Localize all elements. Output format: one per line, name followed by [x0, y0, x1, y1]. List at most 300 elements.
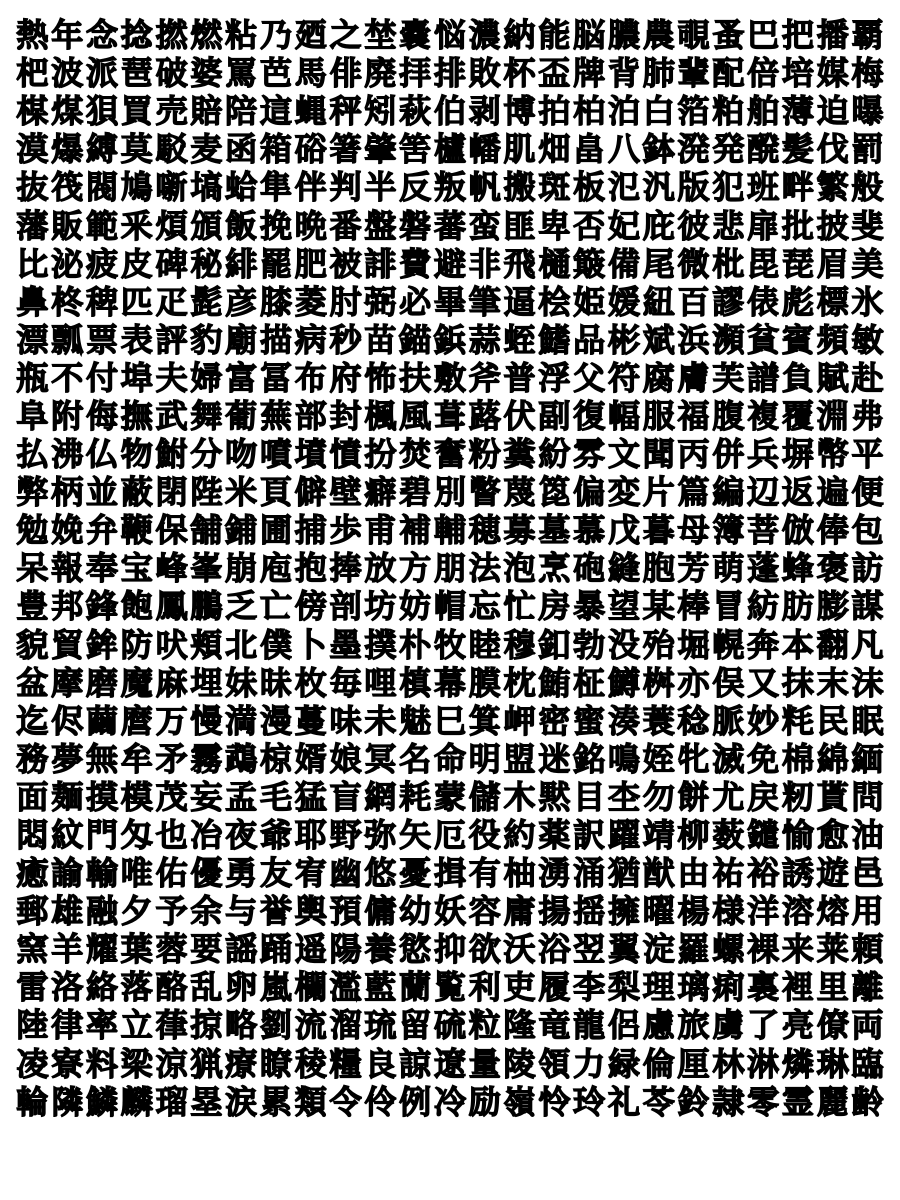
kanji-character: 俣	[712, 663, 745, 702]
kanji-character: 役	[468, 816, 501, 855]
kanji-character: 遍	[816, 473, 849, 512]
kanji-character: 輸	[85, 854, 118, 893]
kanji-character: 籾	[781, 777, 814, 816]
kanji-character: 播	[816, 16, 849, 55]
kanji-character: 綿	[816, 739, 849, 778]
kanji-row	[15, 892, 885, 930]
kanji-character: 模	[120, 777, 153, 816]
kanji-character: 麻	[155, 663, 188, 702]
kanji-character: 撲	[364, 625, 397, 664]
kanji-character: 洛	[51, 968, 84, 1007]
kanji-character: 穆	[503, 625, 536, 664]
kanji-row	[15, 740, 885, 778]
kanji-row	[15, 1045, 885, 1083]
kanji-character: 払	[16, 435, 49, 474]
kanji-character: 蔽	[120, 473, 153, 512]
kanji-character: 冷	[433, 1082, 466, 1121]
kanji-character: 埋	[190, 663, 223, 702]
kanji-character: 夫	[155, 358, 188, 397]
kanji-character: 秘	[190, 244, 223, 283]
kanji-character: 筆	[468, 282, 501, 321]
kanji-character: 脳	[573, 16, 606, 55]
kanji-character: 醗	[747, 130, 780, 169]
kanji-character: 腹	[712, 396, 745, 435]
kanji-character: 弁	[85, 511, 118, 550]
kanji-character: 臨	[851, 1044, 884, 1083]
kanji-character: 蔓	[294, 701, 327, 740]
kanji-character: 楊	[677, 892, 710, 931]
kanji-row	[15, 930, 885, 968]
kanji-character: 疋	[155, 282, 188, 321]
kanji-character: 憂	[399, 854, 432, 893]
kanji-character: 範	[85, 206, 118, 245]
kanji-character: 必	[399, 282, 432, 321]
kanji-character: 命	[433, 739, 466, 778]
kanji-character: 領	[538, 1044, 571, 1083]
kanji-character: 沫	[851, 663, 884, 702]
kanji-character: 兵	[747, 435, 780, 474]
kanji-character: 梅	[851, 54, 884, 93]
kanji-character: 般	[851, 168, 884, 207]
kanji-character: 祐	[712, 854, 745, 893]
kanji-character: 湊	[607, 701, 640, 740]
kanji-character: 悶	[16, 816, 49, 855]
kanji-character: 躍	[607, 816, 640, 855]
kanji-character: 力	[573, 1044, 606, 1083]
kanji-character: 鈴	[677, 1082, 710, 1121]
kanji-character: 悠	[364, 854, 397, 893]
kanji-character: 妄	[190, 777, 223, 816]
kanji-character: 勿	[642, 777, 675, 816]
kanji-character: 某	[642, 587, 675, 626]
kanji-character: 碧	[399, 473, 432, 512]
kanji-character: 鋲	[433, 320, 466, 359]
kanji-character: 帆	[468, 168, 501, 207]
kanji-character: 貌	[16, 625, 49, 664]
kanji-character: 配	[712, 54, 745, 93]
kanji-character: 付	[85, 358, 118, 397]
kanji-character: 隷	[712, 1082, 745, 1121]
kanji-character: 煤	[51, 92, 84, 131]
kanji-character: 憤	[329, 435, 362, 474]
kanji-character: 離	[851, 968, 884, 1007]
kanji-character: 輪	[16, 1082, 49, 1121]
kanji-character: 鵬	[190, 587, 223, 626]
kanji-character: 雄	[51, 892, 84, 931]
kanji-row	[15, 397, 885, 435]
kanji-character: 反	[399, 168, 432, 207]
kanji-character: 培	[781, 54, 814, 93]
kanji-character: 派	[85, 54, 118, 93]
kanji-character: 剖	[329, 587, 362, 626]
kanji-character: 漂	[16, 320, 49, 359]
kanji-character: 卜	[294, 625, 327, 664]
kanji-character: 瀕	[712, 320, 745, 359]
kanji-character: 肪	[781, 587, 814, 626]
kanji-character: 療	[225, 1044, 258, 1083]
kanji-character: 訳	[573, 816, 606, 855]
kanji-character: 豹	[190, 320, 223, 359]
kanji-row	[15, 854, 885, 892]
kanji-character: 奉	[85, 549, 118, 588]
kanji-character: 枚	[294, 663, 327, 702]
kanji-character: 雷	[16, 968, 49, 1007]
kanji-row	[15, 664, 885, 702]
kanji-character: 良	[364, 1044, 397, 1083]
kanji-character: 立	[120, 1006, 153, 1045]
kanji-character: 帽	[433, 587, 466, 626]
kanji-character: 幌	[712, 625, 745, 664]
kanji-character: 萩	[399, 92, 432, 131]
kanji-character: 璃	[677, 968, 710, 1007]
kanji-character: 蛤	[225, 168, 258, 207]
kanji-character: 房	[538, 587, 571, 626]
kanji-character: 茂	[155, 777, 188, 816]
kanji-character: 謬	[712, 282, 745, 321]
kanji-character: 肘	[329, 282, 362, 321]
kanji-character: 被	[329, 244, 362, 283]
kanji-character: 有	[468, 854, 501, 893]
kanji-character: 磐	[399, 206, 432, 245]
kanji-character: 率	[85, 1006, 118, 1045]
kanji-character: 坊	[364, 587, 397, 626]
kanji-character: 版	[677, 168, 710, 207]
kanji-character: 盃	[538, 54, 571, 93]
kanji-character: 納	[503, 16, 536, 55]
kanji-character: 補	[399, 511, 432, 550]
kanji-character: 墳	[294, 435, 327, 474]
kanji-character: 備	[607, 244, 640, 283]
kanji-character: 柳	[677, 816, 710, 855]
kanji-character: 没	[607, 625, 640, 664]
kanji-character: 悲	[712, 206, 745, 245]
kanji-character: 幣	[816, 435, 849, 474]
kanji-character: 妹	[225, 663, 258, 702]
kanji-character: 犯	[712, 168, 745, 207]
kanji-character: 裡	[781, 968, 814, 1007]
kanji-character: 並	[85, 473, 118, 512]
kanji-character: 這	[259, 92, 292, 131]
kanji-character: 庇	[642, 206, 675, 245]
kanji-character: 毘	[747, 244, 780, 283]
kanji-character: 冒	[712, 587, 745, 626]
kanji-character: 曜	[642, 892, 675, 931]
kanji-character: 李	[573, 968, 606, 1007]
kanji-character: 噺	[155, 168, 188, 207]
kanji-character: 牧	[433, 625, 466, 664]
kanji-character: 稔	[677, 701, 710, 740]
kanji-character: 末	[816, 663, 849, 702]
kanji-sheet	[15, 16, 885, 1121]
kanji-character: 半	[364, 168, 397, 207]
kanji-character: 友	[259, 854, 292, 893]
kanji-character: 姪	[642, 739, 675, 778]
kanji-character: 鉢	[642, 130, 675, 169]
kanji-character: 博	[503, 92, 536, 131]
kanji-character: 併	[712, 435, 745, 474]
kanji-character: 盟	[503, 739, 536, 778]
kanji-character: 蓉	[155, 930, 188, 969]
kanji-character: 遥	[294, 930, 327, 969]
kanji-character: 繁	[816, 168, 849, 207]
kanji-character: 氷	[851, 282, 884, 321]
kanji-character: 胞	[642, 549, 675, 588]
kanji-character: 芳	[677, 549, 710, 588]
kanji-character: 陪	[225, 92, 258, 131]
kanji-character: 由	[677, 854, 710, 893]
kanji-character: 蕃	[433, 206, 466, 245]
kanji-character: 涙	[225, 1082, 258, 1121]
kanji-character: 歩	[329, 511, 362, 550]
kanji-character: 翌	[573, 930, 606, 969]
kanji-character: 披	[816, 206, 849, 245]
kanji-character: 白	[642, 92, 675, 131]
kanji-character: 膜	[468, 663, 501, 702]
kanji-character: 噴	[259, 435, 292, 474]
kanji-character: 撫	[120, 396, 153, 435]
kanji-character: 累	[259, 1082, 292, 1121]
kanji-character: 絡	[85, 968, 118, 1007]
kanji-character: 里	[816, 968, 849, 1007]
kanji-character: 密	[538, 701, 571, 740]
kanji-character: 風	[399, 396, 432, 435]
kanji-character: 虜	[712, 1006, 745, 1045]
kanji-character: 庸	[503, 892, 536, 931]
kanji-character: 棒	[677, 587, 710, 626]
kanji-character: 裏	[747, 968, 780, 1007]
kanji-character: 泡	[503, 549, 536, 588]
kanji-character: 銘	[573, 739, 606, 778]
kanji-character: 麟	[120, 1082, 153, 1121]
kanji-character: 牟	[120, 739, 153, 778]
kanji-character: 駁	[155, 130, 188, 169]
kanji-character: 奮	[433, 435, 466, 474]
kanji-character: 野	[329, 816, 362, 855]
kanji-character: 逼	[503, 282, 536, 321]
kanji-character: 霧	[190, 739, 223, 778]
kanji-row	[15, 587, 885, 625]
kanji-character: 譜	[747, 358, 780, 397]
kanji-character: 螺	[712, 930, 745, 969]
kanji-character: 比	[16, 244, 49, 283]
kanji-character: 哩	[364, 663, 397, 702]
kanji-character: 婦	[190, 358, 223, 397]
kanji-character: 班	[747, 168, 780, 207]
kanji-character: 菩	[747, 511, 780, 550]
kanji-character: 夢	[51, 739, 84, 778]
kanji-character: 酪	[155, 968, 188, 1007]
kanji-character: 来	[781, 930, 814, 969]
kanji-row	[15, 778, 885, 816]
kanji-character: 僻	[294, 473, 327, 512]
kanji-character: 卑	[538, 206, 571, 245]
kanji-character: 波	[51, 54, 84, 93]
kanji-character: 薬	[538, 816, 571, 855]
kanji-character: 瑠	[155, 1082, 188, 1121]
kanji-row	[15, 92, 885, 130]
kanji-row	[15, 473, 885, 511]
kanji-character: 捻	[120, 16, 153, 55]
kanji-character: 侭	[51, 701, 84, 740]
kanji-character: 文	[607, 435, 640, 474]
kanji-character: 彼	[677, 206, 710, 245]
kanji-character: 唯	[120, 854, 153, 893]
kanji-character: 賠	[190, 92, 223, 131]
kanji-character: 覆	[781, 396, 814, 435]
kanji-character: 扉	[747, 206, 780, 245]
kanji-character: 冥	[364, 739, 397, 778]
kanji-character: 伶	[364, 1082, 397, 1121]
kanji-character: 塙	[190, 168, 223, 207]
kanji-character: 僚	[816, 1006, 849, 1045]
kanji-character: 俳	[329, 54, 362, 93]
kanji-character: 苓	[642, 1082, 675, 1121]
kanji-character: 略	[225, 1006, 258, 1045]
kanji-character: 燃	[190, 16, 223, 55]
kanji-character: 肥	[294, 244, 327, 283]
kanji-character: 曝	[851, 92, 884, 131]
kanji-character: 雰	[573, 435, 606, 474]
kanji-character: 墓	[538, 511, 571, 550]
kanji-character: 部	[294, 396, 327, 435]
kanji-character: 肇	[364, 130, 397, 169]
kanji-character: 葎	[155, 1006, 188, 1045]
kanji-character: 蓑	[642, 701, 675, 740]
kanji-character: 隼	[259, 168, 292, 207]
kanji-character: 緑	[607, 1044, 640, 1083]
kanji-character: 罰	[851, 130, 884, 169]
kanji-character: 武	[155, 396, 188, 435]
kanji-character: 燐	[781, 1044, 814, 1083]
kanji-character: 葺	[433, 396, 466, 435]
kanji-character: 埠	[120, 358, 153, 397]
kanji-character: 杢	[607, 777, 640, 816]
kanji-character: 剥	[468, 92, 501, 131]
kanji-character: 吏	[503, 968, 536, 1007]
kanji-character: 慕	[573, 511, 606, 550]
kanji-character: 擁	[607, 892, 640, 931]
kanji-character: 熱	[16, 16, 49, 55]
kanji-character: 万	[155, 701, 188, 740]
kanji-character: 函	[225, 130, 258, 169]
kanji-character: 鱗	[85, 1082, 118, 1121]
kanji-character: 忙	[503, 587, 536, 626]
kanji-character: 標	[816, 282, 849, 321]
kanji-character: 眠	[851, 701, 884, 740]
kanji-character: 厘	[677, 1044, 710, 1083]
kanji-character: 破	[155, 54, 188, 93]
kanji-character: 彦	[225, 282, 258, 321]
kanji-character: 瞭	[259, 1044, 292, 1083]
kanji-character: 負	[781, 358, 814, 397]
kanji-character: 令	[329, 1082, 362, 1121]
kanji-character: 乏	[225, 587, 258, 626]
kanji-character: 欄	[294, 968, 327, 1007]
kanji-character: 料	[85, 1044, 118, 1083]
kanji-character: 亡	[259, 587, 292, 626]
kanji-character: 柊	[51, 282, 84, 321]
kanji-character: 舶	[747, 92, 780, 131]
kanji-character: 病	[294, 320, 327, 359]
kanji-character: 蒙	[433, 777, 466, 816]
kanji-character: 諭	[51, 854, 84, 893]
kanji-character: 姫	[573, 282, 606, 321]
kanji-character: 類	[294, 1082, 327, 1121]
kanji-character: 伐	[816, 130, 849, 169]
kanji-character: 変	[607, 473, 640, 512]
kanji-character: 肺	[642, 54, 675, 93]
kanji-character: 不	[51, 358, 84, 397]
kanji-character: 淋	[747, 1044, 780, 1083]
kanji-character: 葉	[120, 930, 153, 969]
kanji-character: 膝	[259, 282, 292, 321]
kanji-character: 預	[329, 892, 362, 931]
kanji-character: 浮	[538, 358, 571, 397]
kanji-character: 貧	[747, 320, 780, 359]
kanji-character: 律	[51, 1006, 84, 1045]
kanji-character: 木	[503, 777, 536, 816]
kanji-character: 蜂	[781, 549, 814, 588]
kanji-character: 賓	[781, 320, 814, 359]
kanji-character: 繭	[85, 701, 118, 740]
kanji-character: 名	[399, 739, 432, 778]
kanji-character: 蛮	[468, 206, 501, 245]
kanji-character: 靖	[642, 816, 675, 855]
kanji-character: 芭	[259, 54, 292, 93]
kanji-character: 毎	[329, 663, 362, 702]
kanji-character: 誘	[781, 854, 814, 893]
kanji-character: 麺	[51, 777, 84, 816]
kanji-character: 幡	[468, 130, 501, 169]
kanji-character: 母	[677, 511, 710, 550]
kanji-character: 塀	[781, 435, 814, 474]
kanji-character: 鳳	[155, 587, 188, 626]
kanji-character: 馬	[294, 54, 327, 93]
kanji-character: 苗	[364, 320, 397, 359]
kanji-character: 妨	[399, 587, 432, 626]
kanji-character: 髪	[781, 130, 814, 169]
kanji-character: 佑	[155, 854, 188, 893]
kanji-character: 飯	[225, 206, 258, 245]
kanji-character: 枇	[712, 244, 745, 283]
kanji-character: 募	[503, 511, 536, 550]
kanji-character: 之	[329, 16, 362, 55]
kanji-character: 劉	[259, 1006, 292, 1045]
kanji-character: 萌	[712, 549, 745, 588]
kanji-character: 稜	[294, 1044, 327, 1083]
kanji-character: 貿	[51, 625, 84, 664]
kanji-character: 寮	[51, 1044, 84, 1083]
kanji-row	[15, 549, 885, 587]
kanji-character: 羊	[51, 930, 84, 969]
kanji-character: 面	[16, 777, 49, 816]
kanji-character: 欲	[468, 930, 501, 969]
kanji-character: 冶	[190, 816, 223, 855]
kanji-character: 隣	[51, 1082, 84, 1121]
kanji-character: 府	[329, 358, 362, 397]
kanji-character: 涼	[155, 1044, 188, 1083]
kanji-character: 郵	[16, 892, 49, 931]
kanji-character: 搬	[503, 168, 536, 207]
kanji-row	[15, 16, 885, 54]
kanji-character: 凌	[16, 1044, 49, 1083]
kanji-character: 民	[816, 701, 849, 740]
kanji-character: 匪	[503, 206, 536, 245]
kanji-character: 丙	[677, 435, 710, 474]
kanji-character: 鼻	[16, 282, 49, 321]
kanji-character: 紋	[51, 816, 84, 855]
kanji-character: 容	[468, 892, 501, 931]
